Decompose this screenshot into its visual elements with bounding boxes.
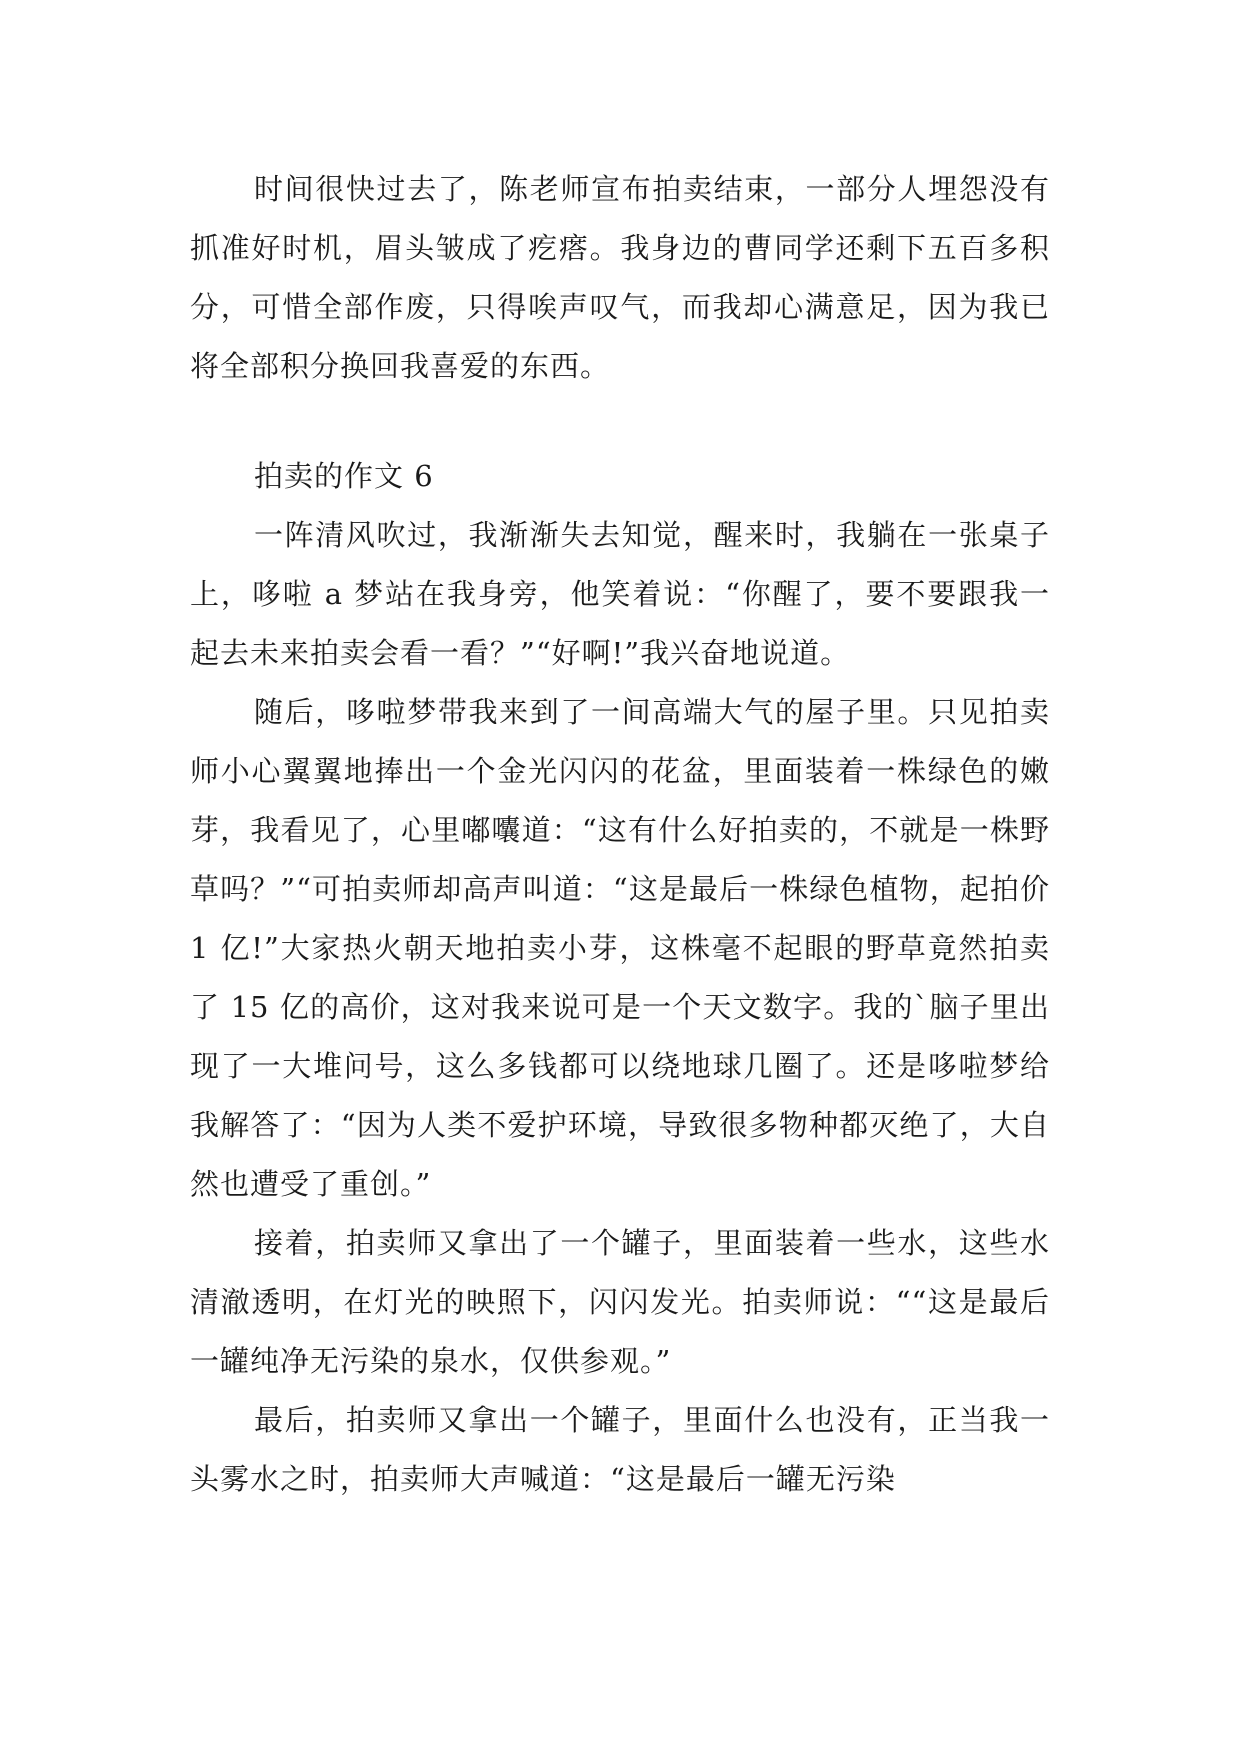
section-one [190, 160, 1050, 396]
section-two [190, 447, 1050, 1509]
paragraph: 随后，哆啦梦带我来到了一间高端大气的屋子里。只见拍卖师小心翼翼地捧出一个金光闪闪的花盆，里面装着一株绿色的嫩芽，我看见了，心里嘟囔道：“这有什么好拍卖的，不就是一株野草吗？”“可拍卖师却高声叫道：“这是最后一株绿色植物，起拍价 1 亿!”大家热火朝天地拍卖小芽，这株毫不起眼的野草竟然拍卖了 15 亿的高价，这对我来说可是一个天文数字。我的`脑子里出现了一大堆问号，这么多钱都可以绕地球几圈了。还是哆啦梦给我解答了：“因为人类不爱护环境，导致很多物种都灭绝了，大自然也遭受了重创。” [190, 695, 1050, 1201]
essay-heading: 拍卖的作文 6 [254, 459, 434, 493]
paragraph: 最后，拍卖师又拿出一个罐子，里面什么也没有，正当我一头雾水之时，拍卖师大声喊道：“这是最后一罐无污染 [190, 1403, 1050, 1496]
paragraph: 一阵清风吹过，我渐渐失去知觉，醒来时，我躺在一张桌子上，哆啦 a 梦站在我身旁，他笑着说：“你醒了，要不要跟我一起去未来拍卖会看一看？”“好啊!”我兴奋地说道。 [190, 518, 1050, 670]
paragraph: 接着，拍卖师又拿出了一个罐子，里面装着一些水，这些水清澈透明，在灯光的映照下，闪闪发光。拍卖师说：““这是最后一罐纯净无污染的泉水，仅供参观。” [190, 1226, 1050, 1378]
paragraph: 时间很快过去了，陈老师宣布拍卖结束，一部分人埋怨没有抓准好时机，眉头皱成了疙瘩。我身边的曹同学还剩下五百多积分，可惜全部作废，只得唉声叹气，而我却心满意足，因为我已将全部积分换回我喜爱的东西。 [190, 172, 1050, 383]
